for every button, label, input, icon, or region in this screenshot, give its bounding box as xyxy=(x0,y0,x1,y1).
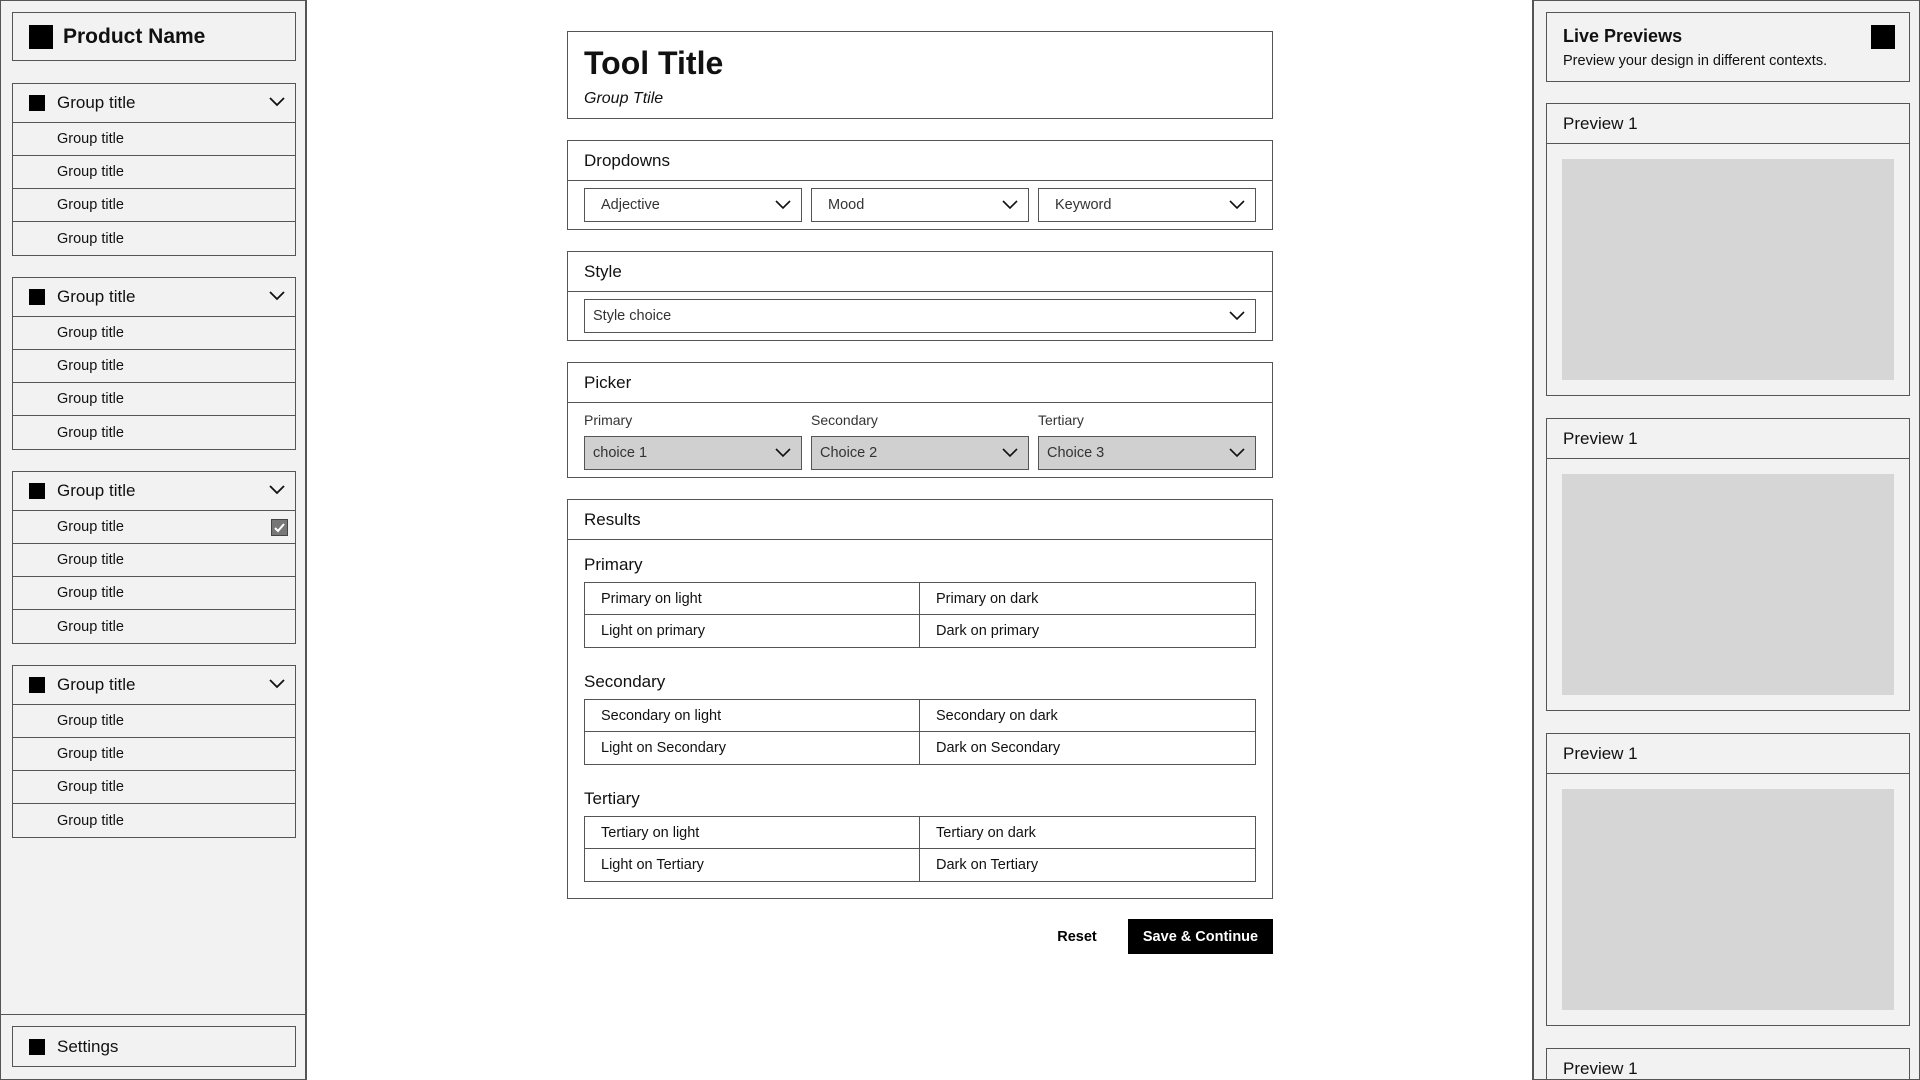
chevron-down-icon xyxy=(1002,199,1018,211)
product-logo-icon xyxy=(29,25,53,49)
results-card xyxy=(567,499,1273,899)
sidebar-item[interactable] xyxy=(13,610,295,643)
sidebar-item-label: Group title xyxy=(57,358,124,374)
sidebar xyxy=(0,0,307,1080)
page-title: Tool Title xyxy=(584,45,724,81)
table-cell: Secondary on light xyxy=(585,700,920,731)
table-row xyxy=(585,732,1255,764)
tertiary-picker-select[interactable] xyxy=(1038,436,1256,470)
sidebar-item-label: Group title xyxy=(57,519,124,535)
sidebar-item[interactable] xyxy=(13,189,295,222)
secondary-label: Secondary xyxy=(811,412,878,428)
preview-card-3 xyxy=(1546,733,1910,1026)
sidebar-group-header[interactable] xyxy=(13,666,295,705)
chevron-down-icon xyxy=(269,678,285,690)
sidebar-item-label: Group title xyxy=(57,585,124,601)
table-cell: Light on Tertiary xyxy=(585,849,920,881)
settings-button[interactable] xyxy=(12,1026,296,1067)
table-cell: Tertiary on light xyxy=(585,817,920,848)
sidebar-item-label: Group title xyxy=(57,812,124,829)
tool-title-card xyxy=(567,31,1273,119)
sidebar-item-label: Group title xyxy=(57,552,124,568)
select-value: choice 1 xyxy=(593,445,648,461)
table-cell: Light on Secondary xyxy=(585,732,920,764)
sidebar-item[interactable] xyxy=(13,416,295,449)
results-primary-table xyxy=(584,582,1256,648)
sidebar-group-title: Group title xyxy=(57,287,136,306)
preview-title: Preview 1 xyxy=(1547,419,1909,459)
preview-title: Preview 1 xyxy=(1547,104,1909,144)
live-previews-header xyxy=(1546,12,1910,82)
primary-picker-select[interactable] xyxy=(584,436,802,470)
sidebar-group-2 xyxy=(12,277,296,450)
settings-icon xyxy=(29,1039,45,1055)
table-cell: Tertiary on dark xyxy=(936,824,1036,841)
table-row xyxy=(585,583,1255,615)
dropdowns-heading: Dropdowns xyxy=(568,141,1272,181)
table-cell: Dark on Tertiary xyxy=(936,857,1039,873)
sidebar-item[interactable] xyxy=(13,156,295,189)
dropdowns-card xyxy=(567,140,1273,230)
tertiary-label: Tertiary xyxy=(1038,412,1084,428)
checkbox-checked-icon[interactable] xyxy=(271,519,288,536)
sidebar-group-3 xyxy=(12,471,296,644)
sidebar-group-4 xyxy=(12,665,296,838)
sidebar-item-label: Group title xyxy=(57,746,124,762)
table-row xyxy=(585,817,1255,849)
table-cell: Secondary on dark xyxy=(936,707,1058,724)
sidebar-item-label: Group title xyxy=(57,164,124,180)
sidebar-group-title: Group title xyxy=(57,93,136,112)
table-cell: Dark on Secondary xyxy=(936,740,1061,756)
sidebar-item-label: Group title xyxy=(57,230,124,247)
square-icon xyxy=(29,483,45,499)
select-value: Style choice xyxy=(593,308,672,324)
product-header[interactable] xyxy=(12,12,296,61)
product-name: Product Name xyxy=(63,24,206,48)
table-row xyxy=(585,615,1255,647)
sidebar-group-1 xyxy=(12,83,296,256)
results-secondary-label: Secondary xyxy=(584,672,666,691)
live-previews-panel xyxy=(1532,0,1920,1080)
sidebar-item[interactable] xyxy=(13,123,295,156)
preview-card-2 xyxy=(1546,418,1910,711)
select-value: Choice 2 xyxy=(820,445,878,461)
sidebar-item-label: Group title xyxy=(57,391,124,407)
results-tertiary-table xyxy=(584,816,1256,882)
square-icon xyxy=(29,289,45,305)
sidebar-item[interactable] xyxy=(13,771,295,804)
sidebar-group-header[interactable] xyxy=(13,472,295,511)
sidebar-item-label: Group title xyxy=(57,779,124,795)
secondary-picker-select[interactable] xyxy=(811,436,1029,470)
reset-button[interactable]: Reset xyxy=(1044,920,1110,954)
sidebar-item[interactable] xyxy=(13,577,295,610)
style-heading: Style xyxy=(568,252,1272,292)
table-cell: Dark on primary xyxy=(936,623,1040,639)
sidebar-item[interactable] xyxy=(13,383,295,416)
square-icon xyxy=(29,95,45,111)
style-card xyxy=(567,251,1273,341)
style-select[interactable] xyxy=(584,299,1256,333)
chevron-down-icon xyxy=(1229,447,1245,459)
results-heading: Results xyxy=(568,500,1272,540)
chevron-down-icon xyxy=(775,447,791,459)
chevron-down-icon xyxy=(775,199,791,211)
sidebar-item-label: Group title xyxy=(57,197,124,213)
preview-area xyxy=(1562,159,1894,380)
settings-label: Settings xyxy=(57,1036,119,1056)
chevron-down-icon xyxy=(269,96,285,108)
page-subtitle: Group Ttile xyxy=(584,90,664,107)
live-previews-title: Live Previews xyxy=(1563,26,1683,46)
preview-area xyxy=(1562,789,1894,1010)
table-cell: Primary on dark xyxy=(936,590,1039,607)
sidebar-item-label: Group title xyxy=(57,618,124,635)
picker-heading: Picker xyxy=(568,363,1272,403)
mood-select[interactable] xyxy=(811,188,1029,222)
sidebar-item-label: Group title xyxy=(57,424,124,441)
preview-area xyxy=(1562,474,1894,695)
sidebar-item-label: Group title xyxy=(57,131,124,147)
primary-label: Primary xyxy=(584,412,633,428)
table-cell: Light on primary xyxy=(585,615,920,647)
sidebar-group-title: Group title xyxy=(57,481,136,500)
sidebar-item[interactable] xyxy=(13,544,295,577)
keyword-select[interactable] xyxy=(1038,188,1256,222)
preview-card-4 xyxy=(1546,1048,1910,1080)
table-row xyxy=(585,700,1255,732)
select-value: Adjective xyxy=(601,197,660,213)
sidebar-item[interactable] xyxy=(13,738,295,771)
save-continue-button[interactable]: Save & Continue xyxy=(1128,919,1273,954)
square-icon xyxy=(29,677,45,693)
select-value: Choice 3 xyxy=(1047,445,1105,461)
results-secondary-table xyxy=(584,699,1256,765)
sidebar-item[interactable] xyxy=(13,222,295,255)
sidebar-item[interactable] xyxy=(13,350,295,383)
preview-title: Preview 1 xyxy=(1547,734,1909,774)
sidebar-footer xyxy=(1,1014,306,1079)
chevron-down-icon xyxy=(1229,310,1245,322)
sidebar-item[interactable] xyxy=(13,511,295,544)
table-row xyxy=(585,849,1255,881)
results-tertiary-label: Tertiary xyxy=(584,789,640,808)
chevron-down-icon xyxy=(1002,447,1018,459)
preview-title: Preview 1 xyxy=(1547,1049,1909,1080)
select-value: Mood xyxy=(828,197,865,213)
select-value: Keyword xyxy=(1055,197,1112,213)
picker-card xyxy=(567,362,1273,478)
adjective-select[interactable] xyxy=(584,188,802,222)
sidebar-item[interactable] xyxy=(13,705,295,738)
sidebar-item-label: Group title xyxy=(57,325,124,341)
chevron-down-icon xyxy=(269,290,285,302)
chevron-down-icon xyxy=(1229,199,1245,211)
sidebar-item[interactable] xyxy=(13,804,295,837)
live-previews-subtitle: Preview your design in different contexts. xyxy=(1563,53,1828,69)
sidebar-item-label: Group title xyxy=(57,713,124,729)
results-primary-label: Primary xyxy=(584,555,643,574)
sidebar-group-header[interactable] xyxy=(13,278,295,317)
sidebar-group-title: Group title xyxy=(57,675,136,694)
chevron-down-icon xyxy=(269,484,285,496)
table-cell: Primary on light xyxy=(585,583,920,614)
preview-card-1 xyxy=(1546,103,1910,396)
sidebar-group-header[interactable] xyxy=(13,84,295,123)
sidebar-item[interactable] xyxy=(13,317,295,350)
panel-toggle-icon[interactable] xyxy=(1871,25,1895,49)
